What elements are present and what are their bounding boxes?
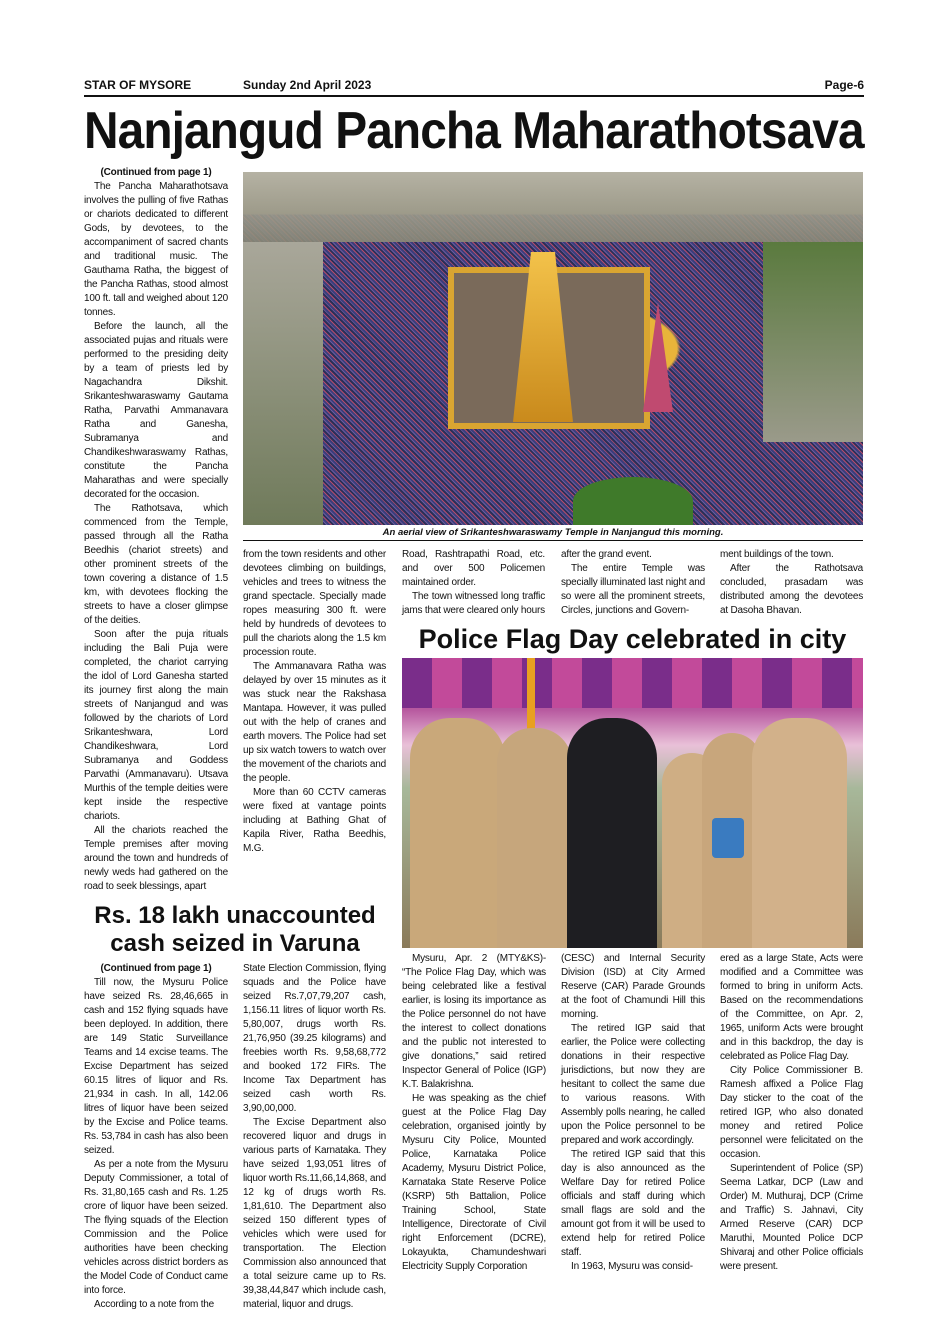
paragraph: The retired IGP said that this day is also announced as the Welfare Day for retired Police officials and staff during which small flags are sold and the amount got from it will be used to extend help for retired Police staff.	[561, 1149, 705, 1258]
main-col-2	[243, 548, 386, 856]
issue-date: Sunday 2nd April 2023	[243, 78, 372, 92]
varuna-headline-line-2: cash seized in Varuna	[110, 929, 360, 957]
police-col-3	[720, 952, 863, 1274]
varuna-col-1	[84, 962, 228, 1312]
paragraph: The Rathotsava, which commenced from the Temple, passed through all the Ratha Beedhis (chariot streets) and other prominent streets of the town covering a distance of 1.5 km, with devotees flocking the streets to have a closer glimpse of the deities.	[84, 503, 228, 626]
paragraph: According to a note from the	[94, 1299, 215, 1310]
paragraph: After the Rathotsava concluded, prasadam was distributed among the devotees at Dasoha Bhavan.	[720, 563, 863, 616]
paragraph: The entire Temple was specially illuminated last night and so were all the prominent streets, Circles, junctions and Govern-	[561, 563, 705, 616]
paragraph: Superintendent of Police (SP) Seema Latkar, DCP (Law and Order) M. Muthuraj, DCP (Crime and Traffic) S. Jahnavi, City Armed Reserve (CAR) DCP Maruthi, Mounted Police DCP Shivaraj and other Police officials were present.	[720, 1163, 863, 1272]
police-col-1	[402, 952, 546, 1274]
paragraph: (CESC) and Internal Security Division (ISD) at City Armed Reserve (CAR) Parade Grounds at the foot of Chamundi Hill this morning.	[561, 953, 705, 1020]
paragraph: The Pancha Maharathotsava involves the pulling of five Rathas or chariots dedicated to different Gods, by devotees, to the accompaniment of sacred chants and traditional music. The Gauthama Ratha, the biggest of the Pancha Rathas, stood almost 100 ft. tall and weighed about 120 tonnes.	[84, 181, 228, 318]
paragraph: Soon after the puja rituals including the Bali Puja were completed, the chariot carrying the idol of Lord Ganesha started its journey first along the main streets of Nanjangud and was followed by the chariots of Lord Srikanteshwara, Lord Chandikeshwara, Lord Subramanya and Goddess Parvathi (Ammanavaru). Utsava Murthis of the temple deities were kept inside the respective chariots.	[84, 629, 228, 822]
paragraph: after the grand event.	[561, 549, 652, 560]
paragraph: As per a note from the Mysuru Deputy Commissioner, a total of Rs. 31,80,165 cash and Rs. 1.25 crore of liquor have been seized. The flying squads of the Election Commission and the Police authorities have been checking vehicles across district borders as the Model Code of Conduct came into force.	[84, 1159, 228, 1296]
main-headline: Nanjangud Pancha Maharathotsava	[84, 102, 864, 160]
varuna-col-2	[243, 962, 386, 1312]
paragraph: All the chariots reached the Temple premises after moving around the town and hundreds of newly weds had gathered on the road to seek blessings, apart	[84, 825, 228, 892]
continued-note: (Continued from page 1)	[100, 963, 212, 974]
header-rule	[84, 95, 864, 97]
paragraph: More than 60 CCTV cameras were fixed at vantage points including at Bathing Ghat of Kapila River, Ratha Beedhis, M.G.	[243, 787, 386, 854]
paragraph: Before the launch, all the associated pujas and rituals were performed to the presiding deity by a team of priests led by Nagachandra Dikshit. Srikanteshwaraswamy Gautama Ratha, Parvathi Ammanavara Ratha and Ganesha, Subramanya and Chandikeshwaraswamy Rathas, constitute the Pancha Maharathas and were specially decorated for the occasion.	[84, 321, 228, 500]
police-headline: Police Flag Day celebrated in city	[418, 624, 847, 654]
paragraph: The town witnessed long traffic jams that were cleared only hours	[402, 591, 545, 616]
paragraph: He was speaking as the chief guest at the Police Flag Day celebration, organised jointly by Mysuru City Police, Mounted Police, Karnataka Police Academy, Mysuru District Police, Karnataka State Reserve Police (KSRP) 5th Battalion, Police Training School, State Intelligence, Directorate of Civil right Enforcement (DCRE), Lokayukta, Chamundeshwari Electricity Supply Corporation	[402, 1093, 546, 1272]
paragraph: from the town residents and other devotees climbing on buildings, vehicles and trees to witness the grand spectacle. Specially made ropes measuring 300 ft. were held by hundreds of devotees to pull the chariots along the 1.5 km procession route.	[243, 549, 386, 658]
paragraph: City Police Commissioner B. Ramesh affixed a Police Flag Day sticker to the coat of the retired IGP, who also donated money and retired Police personnel were felicitated on the occasion.	[720, 1065, 863, 1160]
paragraph: Mysuru, Apr. 2 (MTY&KS)- “The Police Flag Day, which was being celebrated like a festival earlier, is losing its importance as the Police personnel do not have the interest to collect donations and the public not interested to give donations,” said retired Inspector General of Police (IGP) K.T. Balakrishna.	[402, 953, 546, 1090]
main-col-5	[720, 548, 863, 618]
paragraph: State Election Commission, flying squads and the Police have seized Rs.7,07,79,207 cash, 1,156.11 litres of liquor worth Rs. 5,80,007, drugs worth Rs. 21,76,950 (39.25 kilograms) and freebies worth Rs. 9,58,68,772 and booked 172 FIRs. The Income Tax Department has seized cash worth Rs. 3,90,00,000.	[243, 963, 386, 1114]
paragraph: Road, Rashtrapathi Road, etc. and over 500 Policemen maintained order.	[402, 549, 545, 588]
paragraph: The Ammanavara Ratha was delayed by over 15 minutes as it was stuck near the Rakshasa Mantapa. However, it was pulled out with the help of cranes and earth movers. The Police had set up six watch towers to watch over the movement of the chariots and the people.	[243, 661, 386, 784]
police-flag-day-photo	[402, 658, 863, 948]
main-col-3	[402, 548, 545, 618]
temple-aerial-photo	[243, 172, 863, 525]
varuna-headline-line-1: Rs. 18 lakh unaccounted	[94, 902, 376, 929]
main-col-1	[84, 166, 228, 894]
paragraph: Till now, the Mysuru Police have seized Rs. 28,46,665 in cash and 152 flying squads have been deployed. In addition, there are 149 Static Surveillance Teams and 14 excise teams. The Excise Department has seized 60.15 litres of liquor and Rs. 21,934 in cash. In all, 142.06 litres of liquor have been seized by the Excise and Police teams. Rs. 53,784 in cash has also been seized.	[84, 977, 228, 1156]
varuna-headline	[84, 902, 386, 957]
photo-caption: An aerial view of Srikanteshwaraswamy Temple in Nanjangud this morning.	[243, 527, 863, 541]
paragraph: The Excise Department also recovered liquor and drugs in various parts of Karnataka. They have seized 1,93,051 litres of liquor worth Rs.11,66,14,868, and 12 kg of drugs worth Rs. 1,81,610. The Department also seized 150 different types of vehicles which were used for transportation. The Election Commission also announced that a total seizure came up to Rs. 39,38,44,847 which include cash, material, liquor and drugs.	[243, 1117, 386, 1310]
main-col-4	[561, 548, 705, 618]
page-number: Page-6	[824, 78, 864, 92]
paper-name: STAR OF MYSORE	[84, 78, 192, 92]
paragraph: In 1963, Mysuru was consid-	[571, 1261, 693, 1272]
paragraph: The retired IGP said that earlier, the Police were collecting donations in their respective jurisdictions, but now they are hesitant to collect the same due to various reasons. With Assembly polls nearing, he called upon the Police personnel to be prepared and work accordingly.	[561, 1023, 705, 1146]
continued-note: (Continued from page 1)	[100, 167, 212, 178]
paragraph: ment buildings of the town.	[720, 549, 834, 560]
paragraph: ered as a large State, Acts were modified and a Committee was formed to bring in uniform Acts. Based on the recommendations of the Committee, on Apr. 2, 1965, uniform Acts were brought and in this backdrop, the day is celebrated as Police Flag Day.	[720, 953, 863, 1062]
police-col-2	[561, 952, 705, 1274]
